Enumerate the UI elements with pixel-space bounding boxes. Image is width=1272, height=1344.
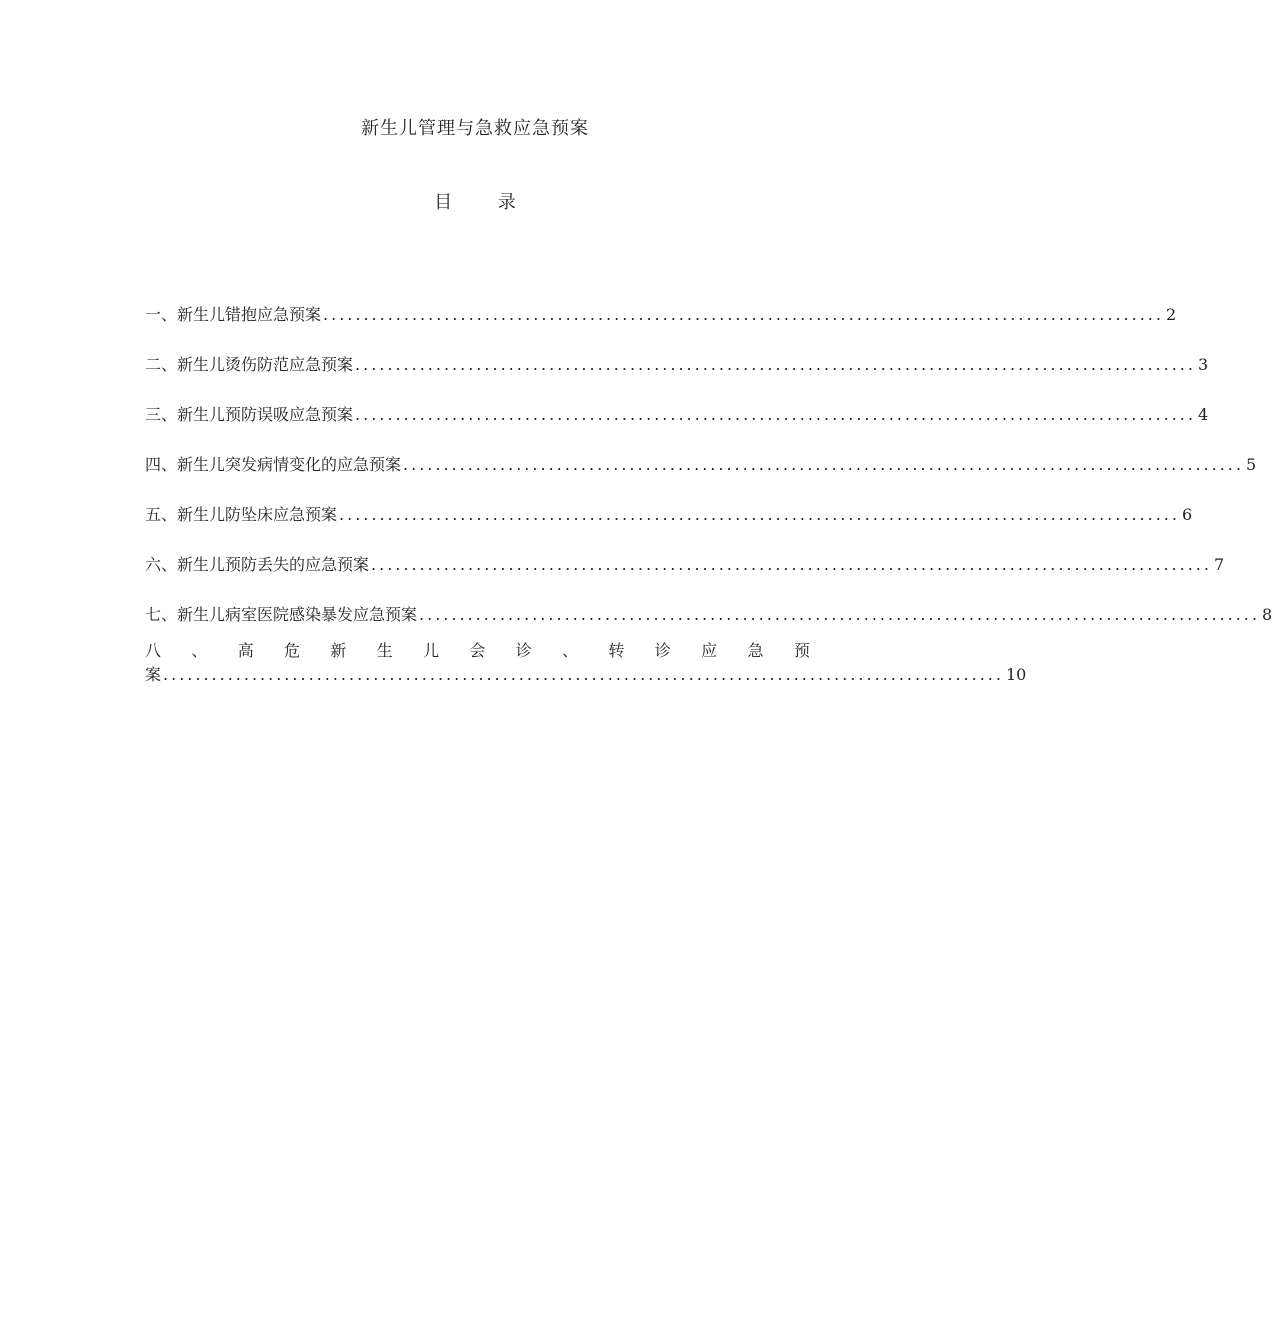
toc-entry-label: 六、新生儿预防丢失的应急预案 [145,555,370,574]
toc-entry-label-line1 [145,638,810,662]
toc-entry-label: 七、新生儿病室医院感染暴发应急预案 [145,605,418,624]
toc-entry[interactable] [145,452,1257,502]
toc-page-number: 10 [1005,665,1027,684]
toc-entry[interactable] [145,352,1209,402]
toc-page-number: 8 [1261,605,1272,624]
toc-entry-char: 八 [145,641,162,660]
document-title: 新生儿管理与急救应急预案 [361,118,589,139]
toc-entry-char: 转 [608,641,625,660]
toc-page-number: 3 [1197,355,1209,374]
toc-entry[interactable] [145,502,1193,552]
toc-entry-label: 二、新生儿烫伤防范应急预案 [145,355,354,374]
toc-entry-char: 、 [191,641,208,660]
toc-entry-char: 高 [237,641,254,660]
toc-entry-char: 会 [469,641,486,660]
toc-entry-char: 危 [284,641,301,660]
toc-entry[interactable] [145,402,1209,452]
toc-entry-char: 应 [701,641,718,660]
toc-entry-char: 、 [562,641,579,660]
toc-dot-leader: ........................................................................................................ [355,355,1196,374]
toc-dot-leader: ........................................................................................................ [419,605,1260,624]
toc-entry-char: 诊 [515,641,532,660]
toc-page-number: 4 [1197,405,1209,424]
toc-page-number: 7 [1213,555,1225,574]
toc-dot-leader: ........................................................................................................ [323,305,1164,324]
toc-dot-leader: ........................................................................................................ [163,665,1004,684]
toc-entry-char: 诊 [654,641,671,660]
toc-entry-label: 三、新生儿预防误吸应急预案 [145,405,354,424]
toc-dot-leader: ........................................................................................................ [371,555,1212,574]
toc-entry-label: 一、新生儿错抱应急预案 [145,305,322,324]
toc-dot-leader: ........................................................................................................ [355,405,1196,424]
toc-entry-char: 急 [747,641,764,660]
toc-dot-leader: ........................................................................................................ [403,455,1244,474]
toc-entry-last[interactable] [145,638,1027,686]
toc-entry-char: 新 [330,641,347,660]
toc-entry-char: 预 [793,641,810,660]
toc-entry-label-tail: 案 [145,665,162,684]
toc-dot-leader: ........................................................................................................ [339,505,1180,524]
toc-entry-label: 五、新生儿防坠床应急预案 [145,505,338,524]
toc-entry[interactable] [145,302,1177,352]
toc-page-number: 5 [1245,455,1257,474]
toc-heading: 目 录 [434,192,536,213]
toc-entry-char: 生 [376,641,393,660]
toc-entry[interactable] [145,552,1225,602]
table-of-contents [145,302,1272,652]
toc-entry-label: 四、新生儿突发病情变化的应急预案 [145,455,402,474]
toc-page-number: 6 [1181,505,1193,524]
toc-entry-label-line2 [145,662,1027,686]
toc-page-number: 2 [1165,305,1177,324]
toc-entry-char: 儿 [423,641,440,660]
